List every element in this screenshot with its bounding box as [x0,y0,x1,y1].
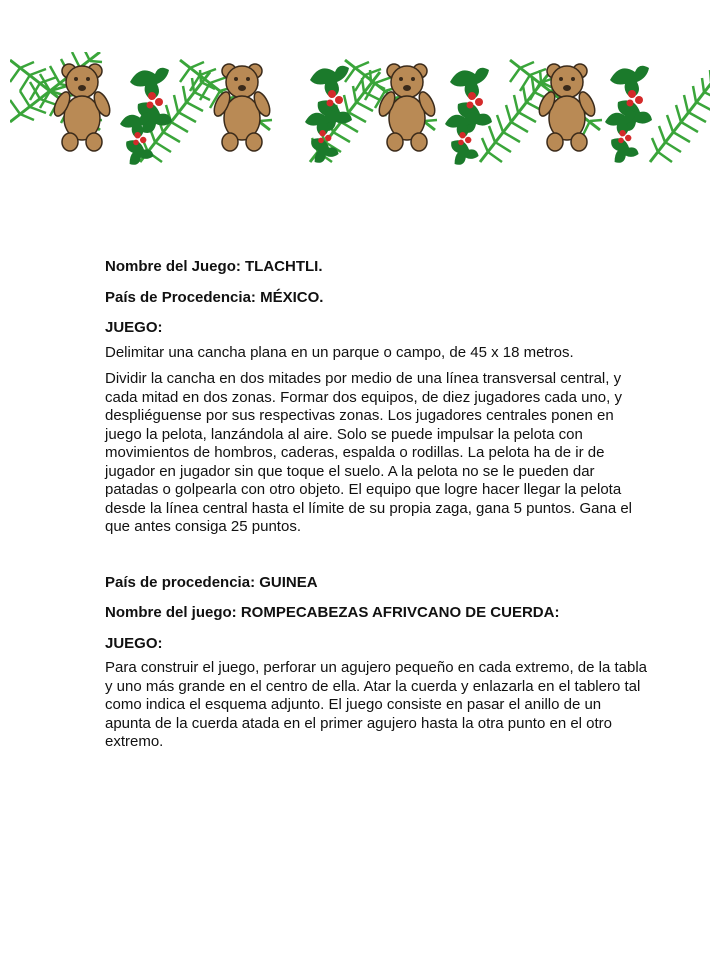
game1-country: País de Procedencia: MÉXICO. [105,288,324,306]
game2-juego-heading: JUEGO: [105,634,163,652]
pine-branch-icon [10,52,710,162]
game2-country: País de procedencia: GUINEA [105,573,318,591]
game1-name: Nombre del Juego: TLACHTLI. [105,258,323,275]
game2-name: Nombre del juego: ROMPECABEZAS AFRIVCANO DE CUERDA: [105,604,560,621]
document-body [105,258,650,757]
game1-juego-heading: JUEGO: [105,319,163,336]
game1-paragraph-1: Delimitar una cancha plana en un parque o campo, de 45 x 18 metros. [105,343,574,361]
christmas-border-banner [10,52,710,170]
game1-paragraph-2: Dividir la cancha en dos mitades por medio de una línea transversal central, y cada mitad en dos zonas. Formar dos equipos, de diez jugadores cada uno, y despliéguense por sus respectivas zonas. Los jugadores centrales ponen en juego la pelota, lanzándola al aire. Solo se puede impulsar la pelota con movimientos de hombros, caderas, espalda o rodillas. La pelota ha de ir de jugador en jugador sin que toque el suelo. A la pelota no se le pueden dar patadas o golpearla con otro objeto. El equipo que logre hacer llegar la pelota desde la línea central hasta el límite de su propia zaga, gana 5 puntos. Gana el que antes consiga 25 puntos. [105,370,633,535]
section-spacer [105,542,650,574]
game2-paragraph-1: Para construir el juego, perforar un agujero pequeño en cada extremo, de la tabla y uno más grande en el centro de ella. Atar la cuerda y enlazarla en el tablero tal como indica el esquema adjunto. El juego consiste en pasar el anillo de un apunta de la cuerda atada en el primer agujero hasta la otra punto en el otro extremo. [105,659,648,750]
